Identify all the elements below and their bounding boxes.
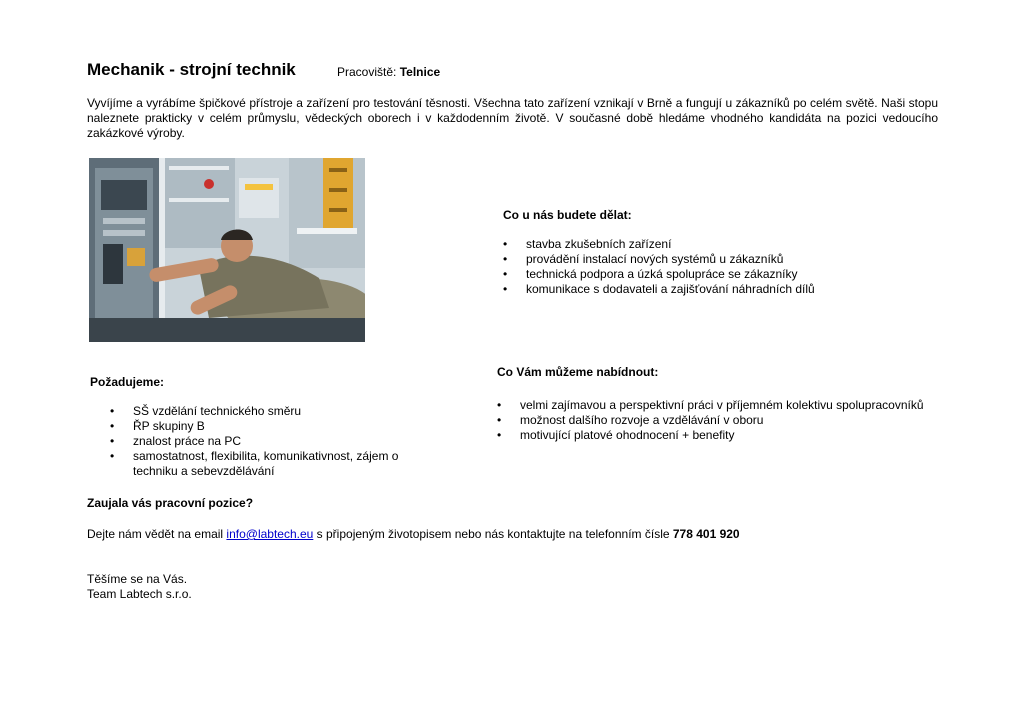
workplace-value: Telnice xyxy=(399,65,441,79)
closing-greeting: Těšíme se na Vás. xyxy=(87,572,188,586)
list-item: • komunikace s dodavateli a zajišťování náhradních dílů xyxy=(503,282,943,297)
requirements-list xyxy=(110,404,400,479)
closing-signature: Team Labtech s.r.o. xyxy=(87,587,192,601)
intro-paragraph: Vyvíjíme a vyrábíme špičkové přístroje a zařízení pro testování těsnosti. Všechna tato zařízení vznikají v Brně a fungují u zákazníků po celém světě. Naši stopu naleznete prakticky v celém průmyslu, vědeckých oborech i v každodenním životě. V současné době hledáme vhodného kandidáta na pozici vedoucího zakázkové výroby. xyxy=(87,96,938,140)
list-item: • provádění instalací nových systémů u zákazníků xyxy=(503,252,943,267)
contact-question: Zaujala vás pracovní pozice? xyxy=(87,496,254,510)
list-item: • technická podpora a úzká spolupráce se zákazníky xyxy=(503,267,943,282)
contact-text-before: Dejte nám vědět na email xyxy=(87,527,224,541)
what-you-do-list xyxy=(503,237,943,297)
list-item: • motivující platové ohodnocení + benefity xyxy=(497,428,967,443)
list-item: • stavba zkušebních zařízení xyxy=(503,237,943,252)
requirements-heading: Požadujeme: xyxy=(90,375,165,389)
phone-number: 778 401 920 xyxy=(672,527,740,541)
offer-heading: Co Vám můžeme nabídnout: xyxy=(497,365,659,379)
offer-list xyxy=(497,398,967,443)
what-you-do-heading: Co u nás budete dělat: xyxy=(503,208,632,222)
page-title: Mechanik - strojní technik xyxy=(87,60,296,79)
list-item: • samostatnost, flexibilita, komunikativnost, zájem o techniku a sebevzdělávání xyxy=(110,449,400,479)
technician-photo xyxy=(89,158,365,342)
list-item: • znalost práce na PC xyxy=(110,434,400,449)
workplace-label: Pracoviště: xyxy=(337,65,397,79)
list-item: • SŠ vzdělání technického směru xyxy=(110,404,400,419)
contact-text-middle: s připojeným životopisem nebo nás kontaktujte na telefonním čísle xyxy=(316,527,670,541)
workplace-line xyxy=(337,65,440,79)
email-link[interactable]: info@labtech.eu xyxy=(226,527,314,541)
list-item: • možnost dalšího rozvoje a vzdělávání v oboru xyxy=(497,413,967,428)
contact-line xyxy=(87,527,740,542)
list-item: • ŘP skupiny B xyxy=(110,419,400,434)
list-item: • velmi zajímavou a perspektivní práci v příjemném kolektivu spolupracovníků xyxy=(497,398,967,413)
